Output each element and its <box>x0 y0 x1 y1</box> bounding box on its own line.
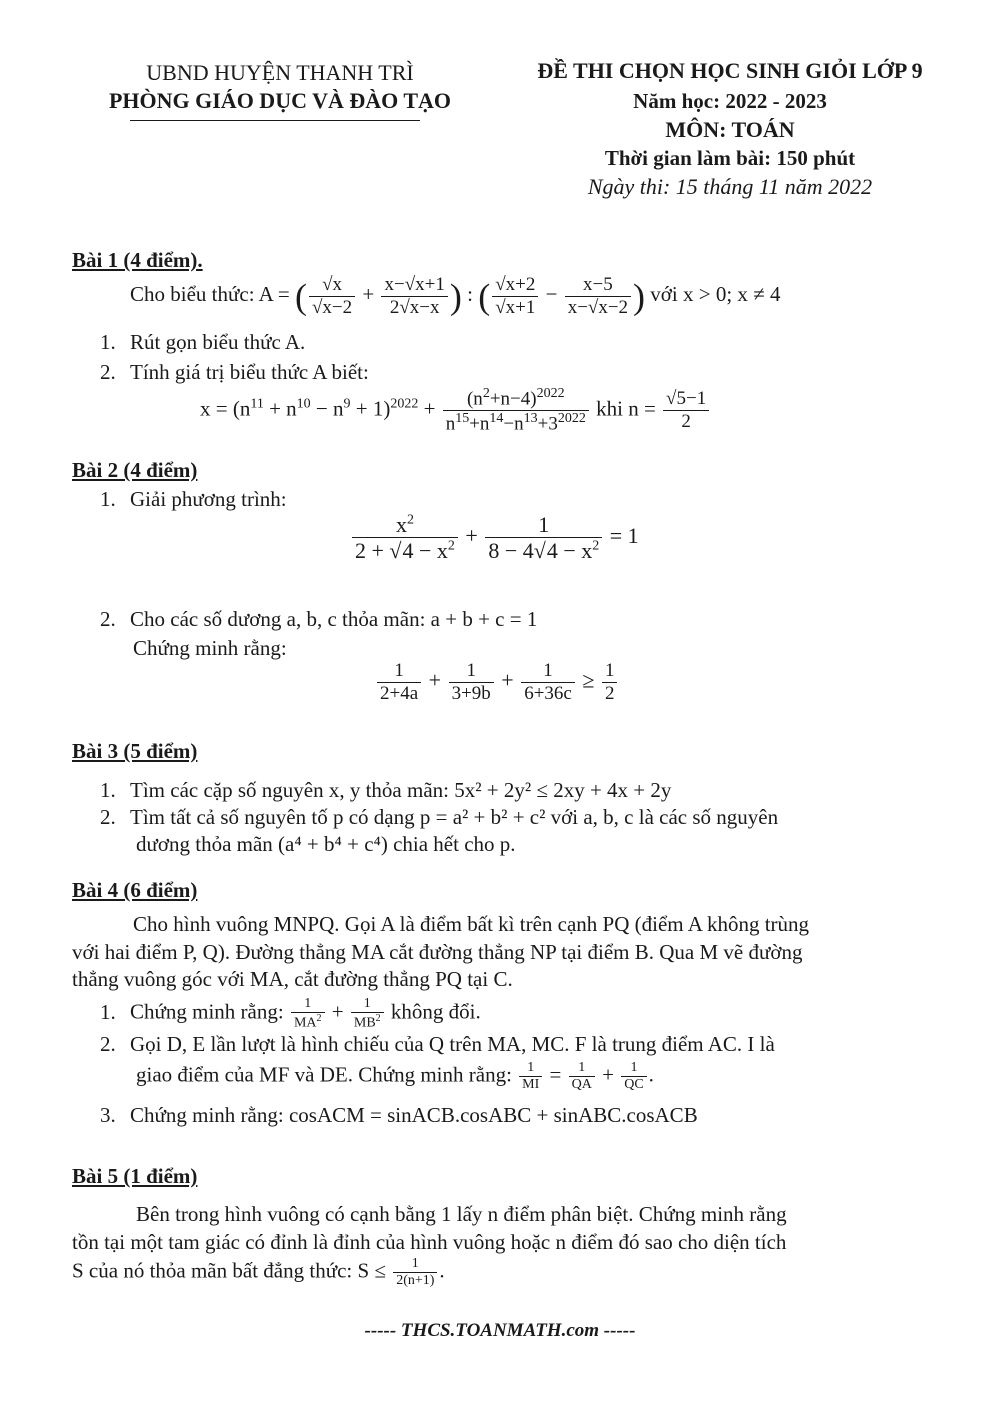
bai5-p1: Bên trong hình vuông có cạnh bằng 1 lấy n điểm phân biệt. Chứng minh rằng <box>136 1202 787 1226</box>
bai1-condition: với x > 0; x ≠ 4 <box>650 282 781 307</box>
header-underline <box>130 120 420 121</box>
bai4-p3: thẳng vuông góc với MA, cắt đường thẳng PQ tại C. <box>72 967 513 991</box>
bai1-q2: 2. Tính giá trị biểu thức A biết: <box>100 360 369 384</box>
bai5-title: Bài 5 (1 điểm) <box>72 1164 198 1188</box>
footer-source: ----- THCS.TOANMATH.com ----- <box>364 1320 636 1341</box>
bai1-title: Bài 1 (4 điểm). <box>72 248 203 272</box>
duration: Thời gian làm bài: 150 phút <box>604 146 856 170</box>
bai2-q1: 1. Giải phương trình: <box>100 487 287 511</box>
bai5-p2: tồn tại một tam giác có đỉnh là đỉnh của hình vuông hoặc n điểm đó sao cho diện tích <box>72 1230 787 1254</box>
bai2-prove: Chứng minh rằng: <box>133 636 287 660</box>
bai3-q2a: 2. Tìm tất cả số nguyên tố p có dạng p = a² + b² + c² với a, b, c là các số nguyên <box>100 805 779 829</box>
header-dept: PHÒNG GIÁO DỤC VÀ ĐÀO TẠO <box>108 88 452 113</box>
bai1-expression: Cho biểu thức: A = ( $\frac{√x}{√x-2}$ + $\frac{x-√x+1}{2√x-x}$ ) : ( $\frac{√x+2}{√x+1}$ − $\frac{x-5}{x-√x-2}$ ) với x > 0; x ≠ 4 <box>130 274 781 318</box>
bai1-q1: 1. Rút gọn biểu thức A. <box>100 330 306 354</box>
school-year: Năm học: 2022 - 2023 <box>633 89 827 113</box>
bai4-q2b: giao điểm của MF và DE. Chứng minh rằng: $\frac{1}{MI}$ = $\frac{1}{QA}$ + $\frac{1}{QC}$ . <box>136 1060 654 1093</box>
exam-title: ĐỀ THI CHỌN HỌC SINH GIỎI LỚP 9 <box>537 58 923 83</box>
bai1-khi-n: khi n = <box>596 396 656 421</box>
bai3-q1: 1. Tìm các cặp số nguyên x, y thỏa mãn: 5x² + 2y² ≤ 2xy + 4x + 2y <box>100 778 672 802</box>
bai4-p2: với hai điểm P, Q). Đường thẳng MA cắt đường thẳng NP tại điểm B. Qua M vẽ đường <box>72 940 803 964</box>
bai4-q3: 3. Chứng minh rằng: cosACM = sinACB.cosABC + sinABC.cosACB <box>100 1103 698 1127</box>
bai4-q2a: 2. Gọi D, E lần lượt là hình chiếu của Q trên MA, MC. F là trung điểm AC. I là <box>100 1032 775 1056</box>
bai2-q2: 2. Cho các số dương a, b, c thỏa mãn: a + b + c = 1 <box>100 607 538 631</box>
bai3-q2b: dương thỏa mãn (a⁴ + b⁴ + c⁴) chia hết cho p. <box>136 832 516 856</box>
bai5-p3: S của nó thỏa mãn bất đẳng thức: S ≤ $\frac{1}{2(n+1)}$ . <box>72 1256 445 1289</box>
bai1-intro: Cho biểu thức: A = <box>130 282 290 307</box>
bai4-title: Bài 4 (6 điểm) <box>72 878 198 902</box>
subject: MÔN: TOÁN <box>665 117 795 142</box>
bai3-title: Bài 3 (5 điểm) <box>72 739 198 763</box>
bai1-x-formula: $x = (n^{11} + n^{10} - n^9 + 1)^{2022}$ + $\frac{(n^2+n-4)^{2022}}{n^{15}+n^{14}-n^{13}+3^{2022}}$ khi n = $\frac{√5-1}{2}$ <box>200 386 711 435</box>
bai4-p1: Cho hình vuông MNPQ. Gọi A là điểm bất kì trên cạnh PQ (điểm A không trùng <box>133 912 810 936</box>
header-org: UBND HUYỆN THANH TRÌ <box>146 60 414 85</box>
bai2-inequality: $\frac{1}{2+4a}$ + $\frac{1}{3+9b}$ + $\frac{1}{6+36c}$ ≥ $\frac{1}{2}$ <box>375 660 619 705</box>
bai2-equation: $\frac{x^2}{2 + √4 - x^2}$ + $\frac{1}{8 - 4√4 - x^2}$ = 1 <box>350 512 639 564</box>
bai2-title: Bài 2 (4 điểm) <box>72 458 198 482</box>
bai4-q1: 1. Chứng minh rằng: $\frac{1}{MA^2}$ + $\frac{1}{MB^2}$ không đổi. <box>100 996 481 1031</box>
exam-date: Ngày thi: 15 tháng 11 năm 2022 <box>587 174 873 199</box>
